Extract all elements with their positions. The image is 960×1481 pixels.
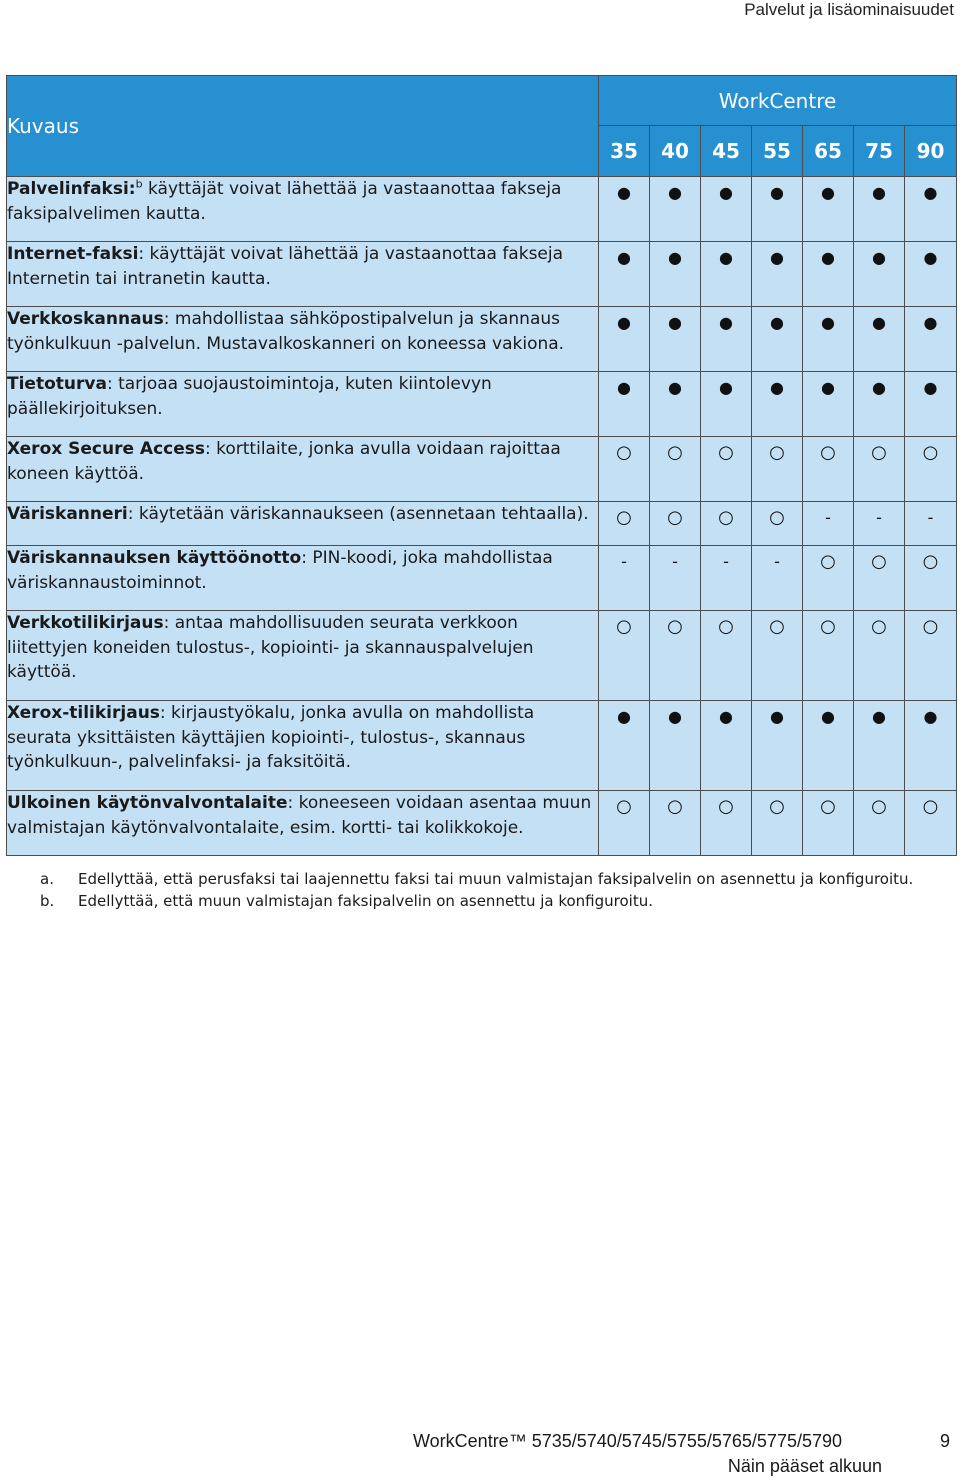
availability-cell bbox=[752, 242, 803, 307]
feature-term: Xerox-tilikirjaus bbox=[7, 703, 160, 723]
feature-text: : PIN-koodi, joka mahdollistaa väriskannaustoiminnot. bbox=[7, 548, 553, 593]
availability-cell bbox=[854, 372, 905, 437]
feature-text: : kirjaustyökalu, jonka avulla on mahdollista seurata yksittäisten käyttäjien kopiointi-, tulostus-, skannaus työnkulkuun-, palvelinfaksi- ja faksitöitä. bbox=[7, 703, 535, 772]
feature-description bbox=[7, 546, 599, 611]
feature-description bbox=[7, 372, 599, 437]
availability-cell bbox=[905, 437, 957, 502]
standard-dot-icon: ● bbox=[872, 707, 886, 726]
availability-cell bbox=[752, 437, 803, 502]
model-header: 65 bbox=[803, 126, 854, 177]
availability-cell bbox=[905, 242, 957, 307]
availability-cell bbox=[803, 437, 854, 502]
standard-dot-icon: ● bbox=[719, 248, 733, 267]
availability-cell bbox=[650, 437, 701, 502]
availability-cell bbox=[599, 437, 650, 502]
feature-row bbox=[7, 437, 957, 502]
availability-cell bbox=[701, 546, 752, 611]
footnote-label: b. bbox=[40, 892, 55, 910]
standard-dot-icon: ● bbox=[923, 378, 938, 397]
model-header: 55 bbox=[752, 126, 803, 177]
availability-cell bbox=[701, 701, 752, 791]
feature-description bbox=[7, 791, 599, 856]
availability-cell bbox=[905, 372, 957, 437]
optional-circle-icon: ○ bbox=[667, 616, 683, 637]
standard-dot-icon: ● bbox=[770, 183, 784, 202]
feature-description bbox=[7, 502, 599, 546]
availability-cell bbox=[803, 791, 854, 856]
not-available-dash: - bbox=[621, 552, 627, 571]
availability-cell bbox=[650, 177, 701, 242]
not-available-dash: - bbox=[672, 552, 678, 571]
feature-term: Internet-faksi bbox=[7, 244, 139, 264]
availability-cell bbox=[599, 546, 650, 611]
feature-rows bbox=[7, 177, 957, 856]
availability-cell bbox=[905, 791, 957, 856]
availability-cell bbox=[854, 177, 905, 242]
availability-cell bbox=[752, 307, 803, 372]
feature-row bbox=[7, 791, 957, 856]
availability-cell bbox=[650, 611, 701, 701]
availability-cell bbox=[650, 307, 701, 372]
availability-cell bbox=[599, 502, 650, 546]
availability-cell bbox=[752, 791, 803, 856]
feature-text: : käyttäjät voivat lähettää ja vastaanottaa fakseja Internetin tai intranetin kautta. bbox=[7, 244, 564, 289]
standard-dot-icon: ● bbox=[617, 707, 631, 726]
standard-dot-icon: ● bbox=[821, 378, 835, 397]
availability-cell bbox=[803, 701, 854, 791]
availability-cell bbox=[701, 502, 752, 546]
standard-dot-icon: ● bbox=[719, 378, 733, 397]
feature-term: Verkkotilikirjaus bbox=[7, 613, 164, 633]
feature-text: : antaa mahdollisuuden seurata verkkoon liitettyjen koneiden tulostus-, kopiointi- ja skannauspalvelujen käyttöä. bbox=[7, 613, 534, 682]
feature-term: Tietoturva bbox=[7, 374, 107, 394]
availability-cell bbox=[650, 791, 701, 856]
availability-cell bbox=[599, 177, 650, 242]
standard-dot-icon: ● bbox=[872, 248, 886, 267]
feature-row bbox=[7, 372, 957, 437]
optional-circle-icon: ○ bbox=[718, 442, 734, 463]
availability-cell bbox=[701, 611, 752, 701]
feature-term: Xerox Secure Access bbox=[7, 439, 205, 459]
availability-cell bbox=[599, 372, 650, 437]
optional-circle-icon: ○ bbox=[871, 796, 887, 817]
standard-dot-icon: ● bbox=[821, 707, 835, 726]
availability-cell bbox=[701, 242, 752, 307]
optional-circle-icon: ○ bbox=[820, 442, 836, 463]
feature-term: Verkkoskannaus bbox=[7, 309, 164, 329]
standard-dot-icon: ● bbox=[719, 707, 733, 726]
not-available-dash: - bbox=[723, 552, 729, 571]
availability-cell bbox=[599, 307, 650, 372]
standard-dot-icon: ● bbox=[872, 378, 886, 397]
optional-circle-icon: ○ bbox=[616, 616, 632, 637]
optional-circle-icon: ○ bbox=[718, 507, 734, 528]
availability-cell bbox=[701, 372, 752, 437]
standard-dot-icon: ● bbox=[821, 248, 835, 267]
standard-dot-icon: ● bbox=[923, 183, 938, 202]
footer-product: WorkCentre™ 5735/5740/5745/5755/5765/5775/5790 bbox=[413, 1431, 843, 1451]
feature-description bbox=[7, 307, 599, 372]
footnote bbox=[40, 868, 913, 890]
availability-cell bbox=[854, 546, 905, 611]
footnote bbox=[40, 890, 913, 912]
optional-circle-icon: ○ bbox=[820, 551, 836, 572]
availability-cell bbox=[752, 372, 803, 437]
footnotes bbox=[40, 868, 913, 912]
availability-cell bbox=[650, 242, 701, 307]
feature-table bbox=[6, 75, 957, 856]
standard-dot-icon: ● bbox=[872, 313, 886, 332]
availability-cell bbox=[905, 611, 957, 701]
standard-dot-icon: ● bbox=[923, 313, 938, 332]
feature-row bbox=[7, 177, 957, 242]
optional-circle-icon: ○ bbox=[616, 796, 632, 817]
availability-cell bbox=[752, 502, 803, 546]
page-number: 9 bbox=[939, 1431, 950, 1451]
running-head: Palvelut ja lisäominaisuudet bbox=[744, 0, 954, 19]
availability-cell bbox=[803, 546, 854, 611]
optional-circle-icon: ○ bbox=[922, 616, 939, 637]
not-available-dash: - bbox=[876, 508, 882, 527]
standard-dot-icon: ● bbox=[923, 248, 938, 267]
availability-cell bbox=[803, 611, 854, 701]
availability-cell bbox=[803, 242, 854, 307]
feature-row bbox=[7, 546, 957, 611]
footnote-text: Edellyttää, että perusfaksi tai laajennettu faksi tai muun valmistajan faksipalvelin on asennettu ja konfiguroitu. bbox=[78, 870, 914, 888]
feature-description bbox=[7, 177, 599, 242]
availability-cell bbox=[752, 177, 803, 242]
optional-circle-icon: ○ bbox=[871, 442, 887, 463]
optional-circle-icon: ○ bbox=[718, 796, 734, 817]
standard-dot-icon: ● bbox=[617, 183, 631, 202]
optional-circle-icon: ○ bbox=[769, 507, 785, 528]
feature-text: : korttilaite, jonka avulla voidaan rajoittaa koneen käyttöä. bbox=[7, 439, 561, 484]
feature-row bbox=[7, 611, 957, 701]
back-to-start-link[interactable]: Näin pääset alkuun bbox=[727, 1456, 882, 1476]
availability-cell bbox=[752, 611, 803, 701]
not-available-dash: - bbox=[825, 508, 831, 527]
standard-dot-icon: ● bbox=[719, 183, 733, 202]
availability-cell bbox=[599, 791, 650, 856]
availability-cell bbox=[701, 791, 752, 856]
footnote-ref: b bbox=[135, 177, 143, 191]
availability-cell bbox=[701, 177, 752, 242]
not-available-dash: - bbox=[774, 552, 780, 571]
optional-circle-icon: ○ bbox=[871, 551, 887, 572]
standard-dot-icon: ● bbox=[821, 313, 835, 332]
optional-circle-icon: ○ bbox=[718, 616, 734, 637]
feature-description bbox=[7, 242, 599, 307]
availability-cell bbox=[803, 372, 854, 437]
not-available-dash: - bbox=[927, 508, 934, 527]
availability-cell bbox=[854, 701, 905, 791]
availability-cell bbox=[854, 307, 905, 372]
availability-cell bbox=[650, 701, 701, 791]
column-header-workcentre: WorkCentre bbox=[599, 76, 957, 126]
feature-description bbox=[7, 611, 599, 701]
optional-circle-icon: ○ bbox=[667, 796, 683, 817]
standard-dot-icon: ● bbox=[617, 313, 631, 332]
model-header: 75 bbox=[854, 126, 905, 177]
availability-cell bbox=[905, 177, 957, 242]
standard-dot-icon: ● bbox=[872, 183, 886, 202]
availability-cell bbox=[905, 701, 957, 791]
feature-row bbox=[7, 701, 957, 791]
standard-dot-icon: ● bbox=[770, 313, 784, 332]
availability-cell bbox=[752, 701, 803, 791]
optional-circle-icon: ○ bbox=[820, 616, 836, 637]
feature-text: : käytetään väriskannaukseen (asennetaan tehtaalla). bbox=[127, 504, 589, 524]
standard-dot-icon: ● bbox=[770, 248, 784, 267]
feature-text: käyttäjät voivat lähettää ja vastaanottaa fakseja faksipalvelimen kautta. bbox=[7, 179, 562, 224]
availability-cell bbox=[752, 546, 803, 611]
feature-term: Palvelinfaksi: bbox=[7, 179, 136, 199]
availability-cell bbox=[803, 177, 854, 242]
standard-dot-icon: ● bbox=[770, 707, 784, 726]
feature-row bbox=[7, 502, 957, 546]
model-header: 45 bbox=[701, 126, 752, 177]
optional-circle-icon: ○ bbox=[667, 442, 683, 463]
feature-text: : tarjoaa suojaustoimintoja, kuten kiintolevyn päällekirjoituksen. bbox=[7, 374, 492, 419]
model-header: 40 bbox=[650, 126, 701, 177]
availability-cell bbox=[599, 701, 650, 791]
availability-cell bbox=[854, 242, 905, 307]
standard-dot-icon: ● bbox=[668, 248, 682, 267]
optional-circle-icon: ○ bbox=[769, 442, 785, 463]
optional-circle-icon: ○ bbox=[769, 616, 785, 637]
availability-cell bbox=[599, 611, 650, 701]
standard-dot-icon: ● bbox=[668, 378, 682, 397]
availability-cell bbox=[650, 502, 701, 546]
availability-cell bbox=[599, 242, 650, 307]
feature-term: Väriskanneri bbox=[7, 504, 128, 524]
feature-term: Väriskannauksen käyttöönotto bbox=[7, 548, 302, 568]
standard-dot-icon: ● bbox=[719, 313, 733, 332]
availability-cell bbox=[701, 307, 752, 372]
optional-circle-icon: ○ bbox=[871, 616, 887, 637]
standard-dot-icon: ● bbox=[617, 378, 631, 397]
optional-circle-icon: ○ bbox=[616, 442, 632, 463]
optional-circle-icon: ○ bbox=[922, 551, 939, 572]
availability-cell bbox=[905, 502, 957, 546]
feature-row bbox=[7, 242, 957, 307]
standard-dot-icon: ● bbox=[770, 378, 784, 397]
standard-dot-icon: ● bbox=[668, 313, 682, 332]
standard-dot-icon: ● bbox=[668, 183, 682, 202]
availability-cell bbox=[854, 611, 905, 701]
feature-text: : mahdollistaa sähköpostipalvelun ja skannaus työnkulkuun -palvelun. Mustavalkoskanneri on koneessa vakiona. bbox=[7, 309, 565, 354]
availability-cell bbox=[854, 437, 905, 502]
optional-circle-icon: ○ bbox=[820, 796, 836, 817]
availability-cell bbox=[803, 307, 854, 372]
model-header: 35 bbox=[599, 126, 650, 177]
feature-description bbox=[7, 701, 599, 791]
feature-text: : koneeseen voidaan asentaa muun valmistajan käytönvalvontalaite, esim. kortti- tai kolikkokoje. bbox=[7, 793, 592, 838]
optional-circle-icon: ○ bbox=[922, 442, 939, 463]
availability-cell bbox=[701, 437, 752, 502]
feature-description bbox=[7, 437, 599, 502]
model-header: 90 bbox=[905, 126, 957, 177]
availability-cell bbox=[650, 546, 701, 611]
standard-dot-icon: ● bbox=[617, 248, 631, 267]
optional-circle-icon: ○ bbox=[769, 796, 785, 817]
optional-circle-icon: ○ bbox=[616, 507, 632, 528]
availability-cell bbox=[905, 546, 957, 611]
availability-cell bbox=[905, 307, 957, 372]
feature-row bbox=[7, 307, 957, 372]
standard-dot-icon: ● bbox=[923, 707, 938, 726]
availability-cell bbox=[803, 502, 854, 546]
optional-circle-icon: ○ bbox=[922, 796, 939, 817]
footnote-text: Edellyttää, että muun valmistajan faksipalvelin on asennettu ja konfiguroitu. bbox=[78, 892, 653, 910]
footnote-label: a. bbox=[40, 870, 54, 888]
availability-cell bbox=[854, 502, 905, 546]
standard-dot-icon: ● bbox=[668, 707, 682, 726]
feature-term: Ulkoinen käytönvalvontalaite bbox=[7, 793, 288, 813]
availability-cell bbox=[650, 372, 701, 437]
optional-circle-icon: ○ bbox=[667, 507, 683, 528]
availability-cell bbox=[854, 791, 905, 856]
column-header-description: Kuvaus bbox=[7, 76, 599, 177]
standard-dot-icon: ● bbox=[821, 183, 835, 202]
